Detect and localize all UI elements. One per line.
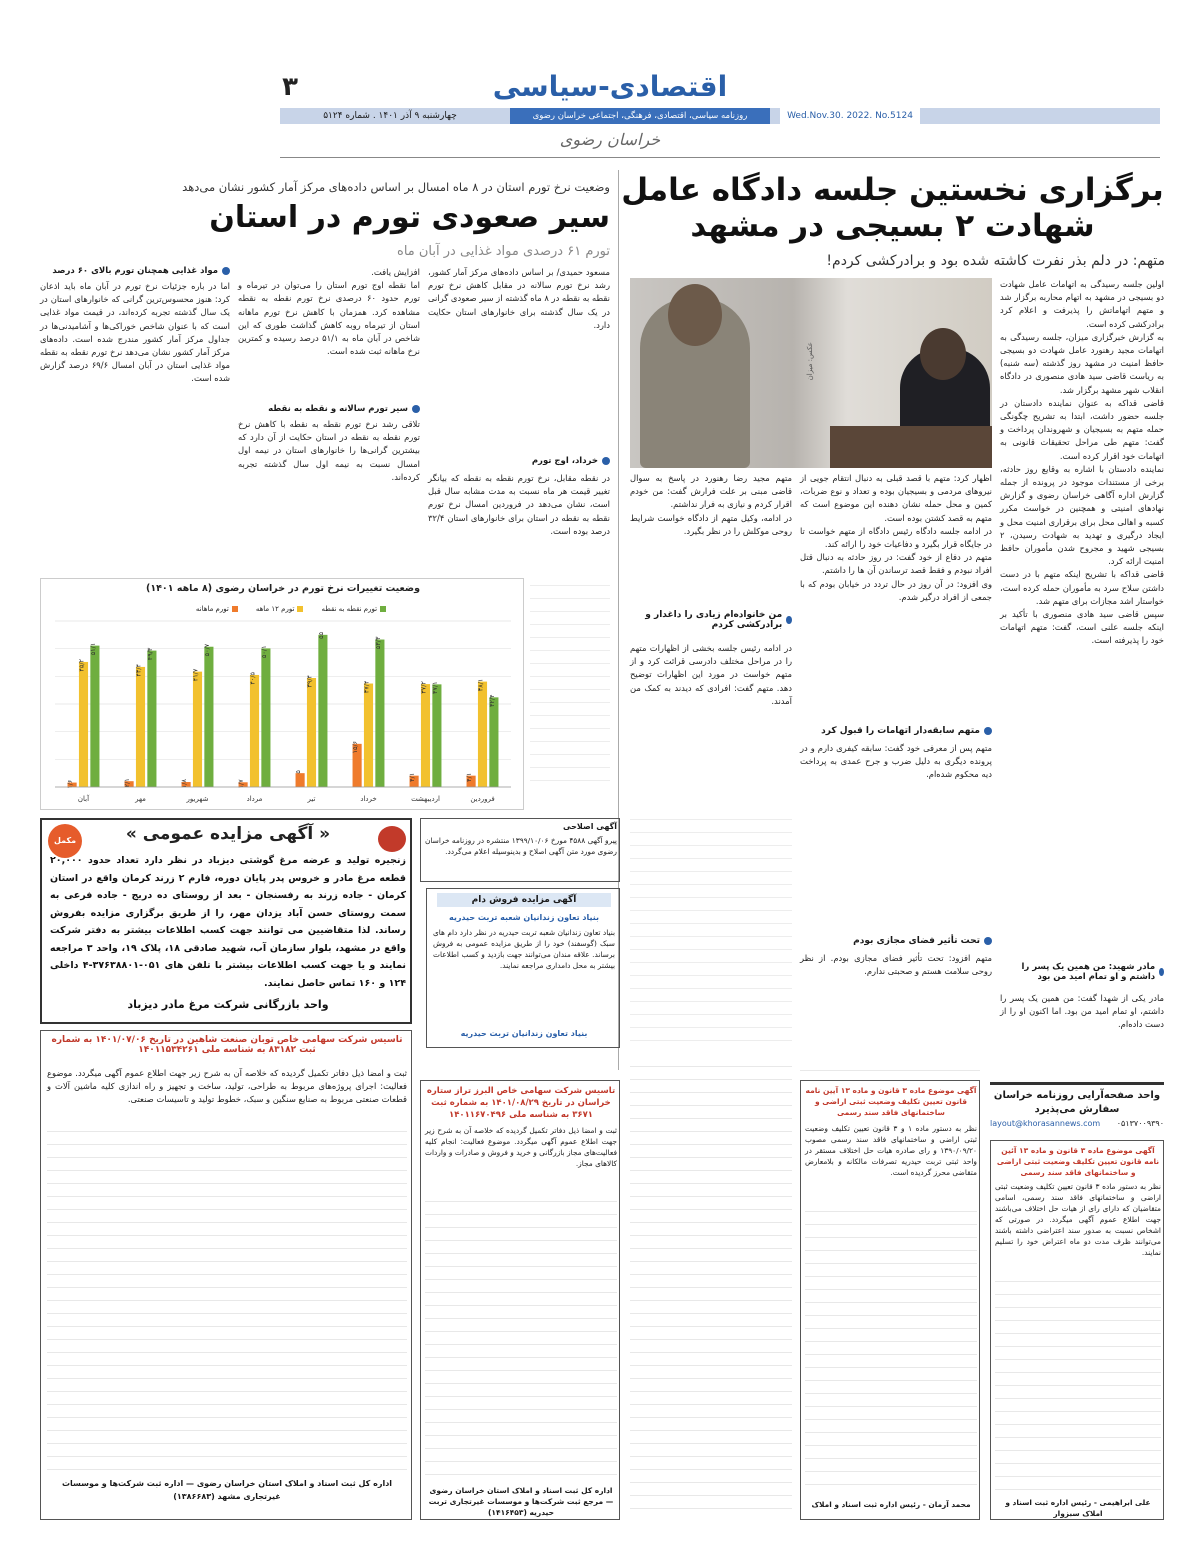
court-col-mid: اظهار کرد: متهم با قصد قبلی به دنبال انتقام جویی از نیروهای مردمی و بسیجیان بوده و تعداد و نوع ضربات، کمین و محل حمله نشان دهنده این موضوع است که متهم به قصد کشتن بوده است. در ادامه جلسه دادگاه رئیس دادگاه از متهم خواست تا در جایگاه قرار بگیرد و دفاعیات خود را ارائه کند. متهم در دفاع از خود گفت: در روز حادثه به دنبال قتل افراد نبودم و فقط قصد ترساندن آن ها را داشتم. وی افزود: در آن روز در حال تردد در خیابان بودم که با جمعی از افراد درگیر شدم. bbox=[800, 473, 992, 602]
bullet-icon bbox=[222, 267, 230, 275]
court-bottom-cols bbox=[630, 1056, 792, 1520]
reform-ad bbox=[420, 818, 620, 882]
bullet-icon bbox=[1159, 968, 1164, 976]
col-right-title-text: مواد غذایی همچنان تورم بالای ۶۰ درصد bbox=[52, 266, 218, 276]
bar-annual bbox=[364, 684, 373, 787]
inflation-kicker: وضعیت نرخ تورم استان در ۸ ماه امسال بر اساس داده‌های مرکز آمار کشور نشان می‌دهد bbox=[182, 180, 610, 194]
bar-value-label: ۱/۸ bbox=[180, 779, 189, 789]
sub-b-title-text: خرداد، اوج تورم bbox=[531, 456, 598, 466]
bullet-icon bbox=[786, 616, 792, 624]
notice2-ad bbox=[990, 1140, 1164, 1520]
classified-head: واحد صفحه‌آرایی روزنامه خراسان سفارش می‌پذیرد bbox=[993, 1090, 1161, 1115]
x-tick-label: خرداد bbox=[360, 795, 377, 803]
sub-a-title-text: سیر تورم سالانه و نقطه به نقطه bbox=[268, 404, 408, 414]
bar-annual bbox=[79, 662, 88, 787]
sale-body: بنیاد تعاون زندانیان شعبه تربت حیدریه در نظر دارد دام های سبک (گوسفند) خود را از طریق مزایده عمومی به فروش برساند. علاقه مندان می‌توانند جهت بازدید و کسب اطلاعات بیشتر به محل دامداری مراجعه نمایند. bbox=[433, 928, 615, 970]
court-col-left: متهم مجید رضا رهنورد در پاسخ به سوال قاضی مبنی بر علت فرارش گفت: من خودم اقرار کردم و نیازی به فرار نداشتم. در ادامه، وکیل متهم از دادگاه خواست شرایط روحی موکلش را در نظر بگیرد. bbox=[630, 473, 792, 536]
sale-org: بنیاد تعاون زندانیان شعبه تربت حیدریه bbox=[448, 913, 600, 922]
company2-ad bbox=[420, 1080, 620, 1520]
company1-title: تاسیس شرکت سهامی خاص توبان صنعت شاهین در تاریخ ۱۴۰۱/۰۷/۰۶ به شماره ثبت ۸۳۱۸۲ به شناسه ملی ۱۴۰۱۱۵۳۴۲۶۱ bbox=[51, 1035, 403, 1055]
bar-yoy bbox=[318, 635, 327, 787]
page-number: ۳ bbox=[282, 72, 298, 102]
bar-value-label: ۱/۷ bbox=[237, 779, 246, 789]
bar-annual bbox=[421, 684, 430, 787]
inflation-col-right-title bbox=[40, 266, 230, 276]
company2-footer: اداره کل ثبت اسناد و املاک استان خراسان رضوی — مرجع ثبت شرکت‌ها و موسسات غیرتجاری تربت حیدریه (۱۴۱۶۴۵۳) bbox=[428, 1486, 614, 1517]
legend-label: تورم نقطه به نقطه bbox=[321, 605, 378, 613]
bullet-icon bbox=[984, 727, 992, 735]
bar-monthly bbox=[296, 773, 305, 787]
sale-footer: بنیاد تعاون زندانیان تربت حیدریه bbox=[460, 1029, 588, 1038]
bar-value-label: ۳۸/۱ bbox=[476, 678, 485, 692]
bar-value-label: ۳۹/۴ bbox=[305, 674, 314, 688]
company2-title: تاسیس شرکت سهامی خاص البرز تراز ستاره خراسان در تاریخ ۱۴۰۱/۰۸/۲۹ به شماره ثبت ۳۶۷۱ به شناسه ملی ۱۴۰۱۱۶۷۰۴۹۶ bbox=[426, 1086, 616, 1120]
company1-footer: اداره کل ثبت اسناد و املاک استان خراسان رضوی — اداره ثبت شرکت‌ها و موسسات غیرتجاری مشهد (۱۳۸۶۶۸۳) bbox=[61, 1479, 393, 1501]
court-sub4-body: مادر یکی از شهدا گفت: من همین یک پسر را داشتم، او تمام امید من بود. اما اکنون او را از دست داده‌ام. bbox=[997, 993, 1164, 1030]
inflation-sub-a-body: تلاقی رشد نرخ تورم نقطه به نقطه با کاهش نرخ تورم نقطه به نقطه در استان حکایت از آن دارد که بیشترین گرانی‌ها را خانوارهای استان در نیمه اول امسال نسبت به نیمه اول سال گذشته تجربه کرده‌اند. bbox=[235, 419, 421, 482]
chart-plot bbox=[41, 615, 525, 809]
notice2-footer: علی ابراهیمی - رئیس اداره ثبت اسناد و املاک سبزوار bbox=[1005, 1498, 1151, 1518]
bar-yoy bbox=[261, 648, 270, 787]
legend-item-monthly bbox=[196, 603, 238, 615]
x-tick-label: فروردین bbox=[470, 795, 495, 803]
bullet-icon bbox=[984, 937, 992, 945]
notice2-fill bbox=[995, 1271, 1161, 1491]
company2-body: ثبت و امضا ذیل دفاتر تکمیل گردیده که خلاصه آن به شرح زیر جهت اطلاع عموم آگهی میگردد. موضوع فعالیت: انجام کلیه فعالیت‌های مجاز بازرگانی و خرید و فروش و صادرات و واردات کالاهای مجاز. bbox=[425, 1126, 617, 1168]
sale-ad bbox=[426, 888, 620, 1048]
auction-body: زنجیره تولید و عرضه مرغ گوشتی دیزباد در نظر دارد تعداد حدود ۲۰,۰۰۰ قطعه مرغ مادر و خروس پدر پایان دوره، فارم ۲ زرند کرمان واقع در استان کرمان - جاده زرند به رفسنجان - بعد از روستای ده دریج - جاده فرعی به سمت روستای حسن آباد یزدان مهر، را از طریق برگزاری مزایده بفروش رساند. لذا متقاضیین می توانند جهت کسب اطلاعات بیشتر به دفتر شرکت واقع در مشهد، بلوار سازمان آب، شهید صادقی ۱۸، پلاک ۱۹، واحد ۳ مراجعه نمایند و یا جهت کسب اطلاعات بیشتر با تلفن های ۰۵۱-۳۷۶۳۸۸۰۱-۴ داخلی ۱۲۴ و ۱۶۰ تماس حاصل نمایند. bbox=[50, 855, 407, 989]
inflation-chart bbox=[40, 578, 524, 810]
masthead-tagline: روزنامه سیاسی، اقتصادی، فرهنگی، اجتماعی خراسان رضوی bbox=[510, 108, 770, 124]
bar-value-label: ۱/۶ bbox=[66, 779, 75, 789]
court-sub4-title bbox=[1000, 962, 1164, 982]
x-tick-label: مرداد bbox=[246, 795, 263, 803]
court-sub3-body: متهم افزود: تحت تأثیر فضای مجازی بودم. از نظر روحی سلامت هستم و صحبتی ندارم. bbox=[797, 953, 992, 977]
court-sub2-title bbox=[800, 726, 992, 736]
bar-value-label: ۵۰/۷ bbox=[202, 643, 211, 657]
bar-value-label: ۴۰/۵ bbox=[248, 671, 257, 685]
chart-title: وضعیت تغییرات نرخ تورم در خراسان رضوی (۸ ماهه ۱۴۰۱) bbox=[145, 583, 421, 594]
bar-value-label: ۳۷/۴ bbox=[362, 680, 371, 694]
legend-item-yoy bbox=[321, 603, 386, 615]
inflation-headline: سیر صعودی تورم در استان bbox=[209, 200, 610, 235]
bar-value-label: ۴۹/۳ bbox=[145, 647, 154, 661]
bar-annual bbox=[307, 678, 316, 787]
x-tick-label: اردیبهشت bbox=[411, 795, 440, 803]
court-col-left-cont bbox=[630, 810, 792, 1050]
sub2-title-text: متهم سابقه‌دار اتهامات را قبول کرد bbox=[821, 726, 980, 736]
court-col-right: اولین جلسه رسیدگی به اتهامات عامل شهادت دو بسیجی در مشهد به اتهام محاربه برگزار شد و متهم اتهاماتش را پذیرفت و اعلام کرد برادرکشی کرده است. به گزارش خبرگزاری میزان، جلسه رسیدگی به اتهامات مجید رهنورد عامل شهادت دو بسیجی حافظ امنیت در مشهد روز گذشته (سه شنبه) به ریاست قاضی سید هادی منصوری در دادگاه انقلاب شهر مشهد برگزار شد. قاضی قداکه به عنوان نماینده دادستان در جلسه حضور داشت، ابتدا به تشریح چگونگی حمله متهم به بسیجیان و شهروندان پرداخت و گفت: متهم طی مراحل تحقیقات قانونی به اتهامات خود اقرار کرده است. نماینده دادستان با اشاره به وقایع روز حادثه، برخی از مستندات موجود در پرونده از جمله گزارش اداره آگاهی خراسان رضوی و گزارش نهادهای امنیتی و همچنین در خواست مکرر کسبه و اهالی محل برای برقراری امنیت محل و ایجاد درگیری و تهدید به شهادت رسیدن، ۲ بسیجی شهید و مجروح شدن مأموران حافظ امنیت ارائه کرد. قاضی قداکه با تشریح اینکه متهم با در دست داشتن سلاح سرد به مأموران حمله کرده است، خواستار اشد مجازات برای متهم شد. سپس قاضی سید هادی منصوری با تأکید بر اینکه جلسه علنی است، گفت: متهم اتهامات خود را پذیرفته است. bbox=[1000, 279, 1164, 646]
reform-body: پیرو آگهی ۴۵۸۸ مورخ ۱۳۹۹/۱۰/۰۶ منتشره در روزنامه خراسان رضوی مورد متن آگهی اصلاح و بدینوسیله اعلام می‌گردد. bbox=[425, 836, 617, 856]
bar-value-label: ۴۵/۲ bbox=[77, 658, 86, 672]
bar-yoy bbox=[90, 646, 99, 787]
judge-head bbox=[920, 328, 966, 380]
x-tick-label: تیر bbox=[307, 795, 316, 803]
masthead bbox=[40, 64, 1160, 164]
bar-value-label: ۴/۱ bbox=[408, 772, 417, 782]
bar-value-label: ۳۷/۱ bbox=[430, 681, 439, 695]
notice2-body: نظر به دستور ماده ۳ قانون تعیین تکلیف وضعیت ثبتی اراضی و ساختمانهای فاقد سند رسمی، اسامی متقاضیان که دارای رای از هیات حل اختلاف می‌باشند جهت اطلاع عموم آگهی میگردد. در صورتی که اشخاص نسبت به صدور سند اعتراضی داشته باشند می‌توانند ظرف مدت دو ماه اعتراض خود را تسلیم نمایند. bbox=[995, 1182, 1161, 1257]
x-tick-label: آبان bbox=[77, 795, 90, 803]
sale-title: آگهی مزایده فروش دام bbox=[437, 893, 611, 907]
inflation-sub-a-title bbox=[238, 404, 420, 414]
bar-value-label: ۴۱/۷ bbox=[191, 668, 200, 682]
bar-yoy bbox=[375, 640, 384, 787]
divider bbox=[280, 157, 1160, 158]
bar-value-label: ۴۳/۴ bbox=[134, 663, 143, 677]
defendant-head bbox=[668, 284, 722, 346]
section-title: اقتصادی-سیاسی bbox=[492, 70, 728, 103]
notice2-title: آگهی موضوع ماده ۳ قانون و ماده ۱۳ آئین نامه قانون تعیین تکلیف وضعیت ثبتی اراضی و ساختمانهای فاقد سند رسمی bbox=[996, 1146, 1160, 1177]
company1-fill bbox=[47, 1121, 407, 1471]
inflation-col-left-cont bbox=[530, 576, 610, 786]
bar-value-label: ۵ bbox=[294, 770, 303, 774]
notice-body: نظر به دستور ماده ۱ و ۳ قانون تعیین تکلیف وضعیت ثبتی اراضی و ساختمانهای فاقد سند رسمی مصوب ۱۳۹۰/۰۹/۲۰ و رای صادره هیات حل اختلاف مستقر در واحد ثبتی تربت حیدریه تصرفات مالکانه و بلامعارض متقاضی محرز گردیده است. bbox=[805, 1124, 977, 1177]
classified-email[interactable] bbox=[990, 1119, 1164, 1128]
company1-ad bbox=[40, 1030, 412, 1520]
inflation-sub-b-body: در نقطه مقابل، نرخ تورم نقطه به نقطه که بیانگر تغییر قیمت هر ماه نسبت به مدت مشابه سال قبل است، نشان می‌دهد در فروردین امسال نرخ تورم نقطه به نقطه در استان برای خانوارهای استان ۳۲/۴ درصد بوده است. bbox=[425, 473, 610, 536]
bar-annual bbox=[193, 672, 202, 787]
auction-icon bbox=[378, 826, 406, 852]
court-headline: برگزاری نخستین جلسه دادگاه عامل شهادت ۲ بسیجی در مشهد bbox=[621, 172, 1164, 244]
bar-yoy bbox=[204, 647, 213, 787]
masthead-date-en: Wed.Nov.30. 2022. No.5124 bbox=[780, 108, 920, 124]
court-photo bbox=[630, 278, 992, 468]
bar-annual bbox=[136, 667, 145, 787]
reform-title: آگهی اصلاحی bbox=[563, 822, 617, 831]
inflation-sub-b-title bbox=[428, 456, 610, 466]
photo-credit: عکس: میزان bbox=[806, 342, 814, 381]
legend-label: تورم ماهانه bbox=[195, 605, 229, 613]
bar-annual bbox=[478, 682, 487, 787]
notice-fill bbox=[805, 1201, 977, 1491]
bar-value-label: ۵۰/۱ bbox=[259, 645, 268, 659]
phone-text[interactable]: ۰۵۱۳۷۰۰۹۳۹۰ bbox=[1116, 1119, 1164, 1128]
bar-value-label: ۲/۱ bbox=[123, 778, 132, 788]
sub4-title-text: مادر شهید: من همین یک پسر را داشتم و او تمام امید من بود bbox=[1021, 962, 1156, 982]
email-text[interactable]: layout@khorasannews.com bbox=[990, 1119, 1101, 1128]
bar-yoy bbox=[489, 697, 498, 787]
masthead-date-fa: چهارشنبه ۹ آذر ۱۴۰۱ . شماره ۵۱۲۴ bbox=[323, 111, 457, 121]
x-tick-label: مهر bbox=[135, 795, 146, 803]
auction-logo: مکمل bbox=[48, 824, 82, 858]
bar-value-label: ۵۵ bbox=[316, 631, 325, 639]
court-sub2-body: متهم پس از معرفی خود گفت: سابقه کیفری دارم و در پرونده دیگری به دلیل ضرب و جرح عمدی به پرداخت دیه محکوم شده‌ام. bbox=[797, 743, 992, 780]
sub3-title-text: تحت تأثیر فضای مجازی بودم bbox=[853, 936, 980, 946]
bar-value-label: ۳۲/۴ bbox=[487, 694, 496, 708]
court-sub1-title bbox=[630, 610, 792, 630]
notice-title: آگهی موضوع ماده ۳ قانون و ماده ۱۳ آیین نامه قانون تعیین تکلیف وضعیت ثبتی اراضی و ساختمانهای فاقد سند رسمی bbox=[805, 1086, 977, 1117]
legend-label: تورم ۱۲ ماهه bbox=[255, 605, 295, 613]
chart-legend bbox=[141, 603, 441, 615]
court-sub3-title bbox=[800, 936, 992, 946]
bar-value-label: ۴/۱ bbox=[465, 772, 474, 782]
court-sub1-body: در ادامه رئیس جلسه بخشی از اظهارات متهم را در مراحل مختلف دادرسی قرائت کرد و از متهم خواست در مورد این اظهارات توضیح دهد. متهم گفت: افرادی که دیدند به کمک من آمدند. bbox=[627, 643, 792, 706]
notice-ad bbox=[800, 1080, 980, 1520]
inflation-col-mid: افزایش یافت. اما نقطه اوج تورم استان را می‌توان در تیرماه و تورم حدود ۶۰ درصدی نرخ تورم نقطه به نقطه مشاهده کرد. همزمان با کاهش نرخ تورم ماهانه استان از تیرماه روبه کاهش گذاشت طوری که این شاخص در آبان ماه به ۵۱/۱ درصد رسیده و کمترین نرخ ماهانه ثبت شده است. bbox=[238, 267, 421, 357]
bar-value-label: ۳۷/۲ bbox=[419, 681, 428, 694]
inflation-col-left-intro: مسعود حمیدی/ بر اساس داده‌های مرکز آمار کشور، رشد نرخ تورم سالانه در مقابل کاهش نرخ تورم نقطه به نقطه در ۸ ماه گذشته از سیر صعودی گرانی در یک سال گذشته برای خانوارهای استان حکایت دارد. bbox=[425, 267, 610, 330]
bullet-icon bbox=[602, 457, 610, 465]
x-tick-label: شهریور bbox=[186, 795, 209, 803]
sub1-title-text: من خانواده‌ام زیادی را داغدار و برادرکشی کردم bbox=[645, 610, 783, 630]
bar-value-label: ۵۳/۳ bbox=[373, 636, 382, 650]
legend-item-annual bbox=[256, 603, 304, 615]
inflation-subhead: تورم ۶۱ درصدی مواد غذایی در آبان ماه bbox=[397, 244, 610, 259]
auction-footer: واحد بازرگانی شرکت مرغ مادر دیزباد bbox=[127, 998, 329, 1011]
bar-annual bbox=[250, 675, 259, 787]
inflation-col-right: اما در باره جزئیات نرخ تورم در آبان ماه باید اذعان کرد: هنوز محسوس‌ترین گرانی که خانوارهای استان در یک سال گذشته تجربه کرده‌اند، در قیمت مواد غذایی است که با عنوان شاخص خوراکی‌ها و آشامیدنی‌ها در جداول مرکز آمار کشور مندرج شده است. داده‌های مرکز آمار کشور نشان می‌دهد نرخ تورم نقطه به نقطه مواد غذایی استان در آبان امسال ۶۹/۶ درصد گزارش شده است. bbox=[37, 281, 231, 384]
court-subhead: متهم: در دلم بذر نفرت کاشته شده بود و برادرکشی کردم! bbox=[826, 253, 1165, 269]
paper-logo: خراسان رضوی bbox=[559, 130, 661, 149]
bullet-icon bbox=[412, 405, 420, 413]
company1-body: ثبت و امضا ذیل دفاتر تکمیل گردیده که خلاصه آن به شرح زیر جهت اطلاع عموم آگهی میگردد. موضوع فعالیت: اجرای پروژه‌های مربوط به طراحی، تولید، ساخت و تجهیز و راه اندازی کلیه ماشین آلات و قطعات صنعتی مربوط به صنایع سنگین و سبک، خطوط تولید و تاسیسات صنعتی. bbox=[47, 1068, 407, 1104]
classified-box bbox=[990, 1082, 1164, 1134]
bar-yoy bbox=[432, 684, 441, 787]
bar-value-label: ۱۵/۶ bbox=[351, 740, 360, 754]
auction-ad bbox=[40, 818, 412, 1024]
bar-value-label: ۵۱/۱ bbox=[88, 642, 97, 656]
company2-fill bbox=[425, 1191, 617, 1481]
judge-desk bbox=[830, 426, 992, 468]
bar-yoy bbox=[147, 651, 156, 787]
notice-footer: محمد آرمان - رئیس اداره ثبت اسناد و املاک bbox=[811, 1500, 971, 1509]
court-bottom-cols-2 bbox=[800, 1060, 980, 1074]
auction-title: « آگهی مزایده عمومی » bbox=[125, 824, 331, 844]
